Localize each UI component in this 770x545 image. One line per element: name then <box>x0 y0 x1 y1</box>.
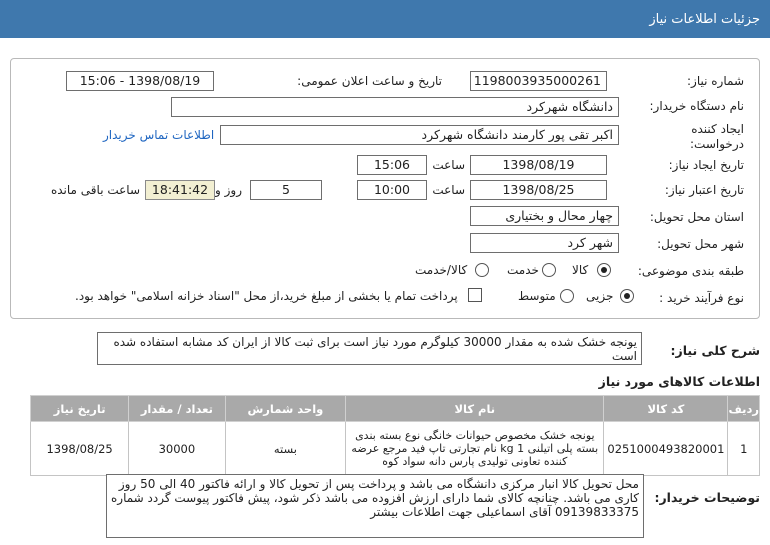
buyer-notes-text: محل تحویل کالا انبار مرکزی دانشگاه می باشد و پرداخت پس از تحویل کالا و ارائه فاکتور 40 الی 50 روز کاری می باشد. چنانچه کالای شما دارای ارزش افزوده می باشد ذکر شود، پیش فاکتور پیوست گردد شماره 09139833375 آقای اسماعیلی جهت اطلاعات بیشتر <box>106 474 644 538</box>
creator-label-line1: ایجاد کننده <box>691 122 744 136</box>
col-item-name: نام کالا <box>346 396 604 422</box>
process-minor-radio[interactable] <box>620 289 634 303</box>
category-goods-service-radio[interactable] <box>475 263 489 277</box>
col-quantity: تعداد / مقدار <box>129 396 225 422</box>
category-goods-service-label: کالا/خدمت <box>415 263 468 277</box>
col-item-code: کد کالا <box>604 396 728 422</box>
cell-item-code: 0251000493820001 <box>604 422 728 476</box>
validity-date-field[interactable]: 1398/08/25 <box>470 180 607 200</box>
page-header <box>0 0 770 38</box>
created-time-label: ساعت <box>432 158 465 172</box>
remaining-days-field[interactable]: 5 <box>250 180 322 200</box>
validity-date-label: تاریخ اعتبار نیاز: <box>664 183 744 197</box>
col-need-date: تاریخ نیاز <box>31 396 129 422</box>
treasury-payment-note: پرداخت تمام یا بخشی از مبلغ خرید،از محل "اسناد خزانه اسلامی" خواهد بود. <box>75 289 458 303</box>
table-row[interactable] <box>31 422 760 476</box>
need-number-label: شماره نیاز: <box>687 74 744 88</box>
remaining-time-field: 18:41:42 <box>145 180 215 200</box>
process-type-label: نوع فرآیند خرید : <box>659 291 744 305</box>
goods-section-title: اطلاعات کالاهای مورد نیاز <box>598 374 760 389</box>
creator-field[interactable]: اکبر تقی پور کارمند دانشگاه شهرکرد <box>220 125 619 145</box>
province-field[interactable]: چهار محال و بختیاری <box>470 206 619 226</box>
buyer-notes-label: توضیحات خریدار: <box>654 490 760 505</box>
summary-text: یونجه خشک شده به مقدار 30000 کیلوگرم مورد نیاز است برای ثبت کالا از ایران کد مشابه استفاده شده است <box>97 332 642 365</box>
validity-time-label: ساعت <box>432 183 465 197</box>
cell-item-name: یونجه خشک مخصوص حیوانات خانگی نوع بسته بندی بسته پلی اتیلنی 1 kg نام تجارتی تاپ فید مرجع عرضه کننده تعاونی تولیدی پارس دانه سواد کوه <box>346 422 604 476</box>
col-unit: واحد شمارش <box>225 396 346 422</box>
process-medium-label: متوسط <box>518 289 556 303</box>
goods-table-header <box>31 396 760 422</box>
category-label: طبقه بندی موضوعی: <box>637 264 744 278</box>
category-service-label: خدمت <box>507 263 539 277</box>
col-row-number: ردیف <box>728 396 760 422</box>
cell-unit: بسته <box>225 422 346 476</box>
city-field[interactable]: شهر کرد <box>470 233 619 253</box>
page-title: جزئیات اطلاعات نیاز <box>649 12 760 27</box>
process-minor-label: جزیی <box>586 289 614 303</box>
process-medium-radio[interactable] <box>560 289 574 303</box>
category-service-radio[interactable] <box>542 263 556 277</box>
creator-label-line2: درخواست: <box>690 137 744 151</box>
category-goods-radio[interactable] <box>597 263 611 277</box>
validity-time-field[interactable]: 10:00 <box>357 180 427 200</box>
buyer-org-field[interactable]: دانشگاه شهرکرد <box>171 97 619 117</box>
created-date-field[interactable]: 1398/08/19 <box>470 155 607 175</box>
created-date-label: تاریخ ایجاد نیاز: <box>668 158 744 172</box>
summary-label: شرح کلی نیاز: <box>670 343 760 358</box>
cell-quantity: 30000 <box>129 422 225 476</box>
province-label: استان محل تحویل: <box>649 210 744 224</box>
created-time-field[interactable]: 15:06 <box>357 155 427 175</box>
goods-table <box>30 395 760 476</box>
remaining-time-label: ساعت باقی مانده <box>50 183 140 197</box>
city-label: شهر محل تحویل: <box>657 237 744 251</box>
treasury-payment-checkbox[interactable] <box>468 288 482 302</box>
buyer-org-label: نام دستگاه خریدار: <box>649 99 744 113</box>
need-number-field[interactable]: 1198003935000261 <box>470 71 607 91</box>
category-goods-label: کالا <box>572 263 589 277</box>
cell-row-number: 1 <box>728 422 760 476</box>
contact-buyer-link[interactable]: اطلاعات تماس خریدار <box>103 128 215 142</box>
announce-datetime-field[interactable]: 1398/08/19 - 15:06 <box>66 71 214 91</box>
announce-datetime-label: تاریخ و ساعت اعلان عمومی: <box>297 74 442 88</box>
cell-need-date: 1398/08/25 <box>31 422 129 476</box>
days-and-label: روز و <box>215 183 242 197</box>
